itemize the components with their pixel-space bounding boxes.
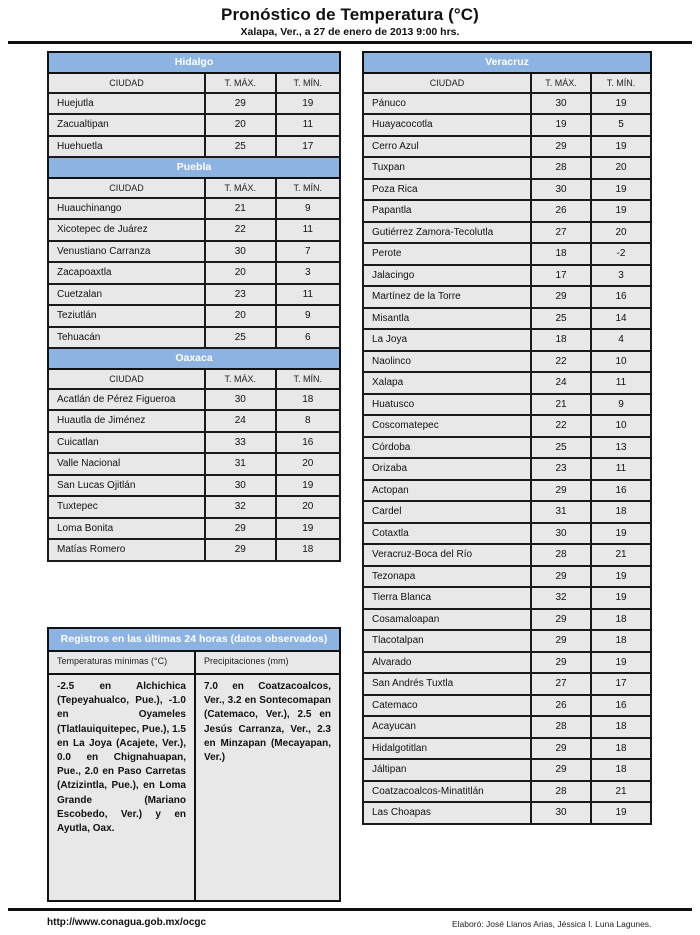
max-temp-cell: 22 <box>531 351 591 373</box>
table-row <box>363 695 651 717</box>
min-temp-cell: 9 <box>276 305 340 327</box>
min-temp-cell: 10 <box>591 351 651 373</box>
max-temp-cell: 29 <box>205 93 275 115</box>
region-header-oaxaca <box>48 348 340 369</box>
table-row <box>363 437 651 459</box>
table-row <box>48 389 340 411</box>
region-name: Puebla <box>48 157 340 178</box>
min-temp-cell: 19 <box>276 518 340 540</box>
max-temp-cell: 30 <box>205 475 275 497</box>
min-temp-cell: 21 <box>591 544 651 566</box>
min-temp-cell: 10 <box>591 415 651 437</box>
city-cell: Venustiano Carranza <box>48 241 205 263</box>
table-row <box>48 410 340 432</box>
precip-label: Precipitaciones (mm) <box>196 652 339 675</box>
column-header-row <box>48 178 340 198</box>
city-cell: Zacapoaxtla <box>48 262 205 284</box>
max-temp-cell: 20 <box>205 305 275 327</box>
max-temp-cell: 24 <box>531 372 591 394</box>
max-temp-cell: 28 <box>531 157 591 179</box>
table-row <box>363 286 651 308</box>
min-temp-cell: 19 <box>591 179 651 201</box>
city-cell: Tuxtepec <box>48 496 205 518</box>
city-cell: Xicotepec de Juárez <box>48 219 205 241</box>
min-temp-cell: 7 <box>276 241 340 263</box>
column-header-min: T. MÍN. <box>276 178 340 198</box>
min-temp-cell: 21 <box>591 781 651 803</box>
max-temp-cell: 31 <box>205 453 275 475</box>
min-temp-cell: 17 <box>591 673 651 695</box>
min-temp-cell: 19 <box>591 200 651 222</box>
city-cell: Cosamaloapan <box>363 609 531 631</box>
city-cell: Tezonapa <box>363 566 531 588</box>
city-cell: San Lucas Ojitlán <box>48 475 205 497</box>
table-row <box>48 198 340 220</box>
min-temp-cell: 19 <box>276 475 340 497</box>
column-header-row <box>48 369 340 389</box>
max-temp-cell: 25 <box>205 136 275 158</box>
min-temp-cell: 18 <box>591 738 651 760</box>
table-row <box>363 501 651 523</box>
column-header-row <box>48 73 340 93</box>
city-cell: Las Choapas <box>363 802 531 824</box>
max-temp-cell: 20 <box>205 114 275 136</box>
city-cell: Coatzacoalcos-Minatitlán <box>363 781 531 803</box>
max-temp-cell: 29 <box>531 630 591 652</box>
min-temp-cell: 18 <box>276 389 340 411</box>
min-temp-cell: 16 <box>591 286 651 308</box>
table-row <box>363 114 651 136</box>
max-temp-cell: 24 <box>205 410 275 432</box>
max-temp-cell: 29 <box>531 480 591 502</box>
table-row <box>48 432 340 454</box>
table-row <box>48 305 340 327</box>
table-row <box>48 496 340 518</box>
city-cell: Cardel <box>363 501 531 523</box>
min-temp-cell: 18 <box>591 630 651 652</box>
city-cell: Cerro Azul <box>363 136 531 158</box>
credits: Elaboró: José Llanos Arias, Jéssica I. Luna Lagunes. <box>452 919 652 929</box>
table-row <box>48 219 340 241</box>
page-subtitle: Xalapa, Ver., a 27 de enero de 2013 9:00 hrs. <box>240 26 460 38</box>
min-temp-cell: 17 <box>276 136 340 158</box>
table-row <box>363 157 651 179</box>
max-temp-cell: 27 <box>531 673 591 695</box>
city-cell: La Joya <box>363 329 531 351</box>
column-header-max: T. MÁX. <box>531 73 591 93</box>
min-temp-cell: 18 <box>591 501 651 523</box>
city-cell: Jalacingo <box>363 265 531 287</box>
city-cell: Gutiérrez Zamora-Tecolutla <box>363 222 531 244</box>
city-cell: Papantla <box>363 200 531 222</box>
table-row <box>363 759 651 781</box>
min-temp-cell: 3 <box>276 262 340 284</box>
min-temp-cell: 19 <box>276 93 340 115</box>
min-temp-cell: 20 <box>276 453 340 475</box>
table-row <box>363 738 651 760</box>
region-name: Veracruz <box>363 52 651 73</box>
table-row <box>363 652 651 674</box>
city-cell: Catemaco <box>363 695 531 717</box>
column-header-min: T. MÍN. <box>276 73 340 93</box>
table-row <box>363 480 651 502</box>
table-row <box>363 716 651 738</box>
table-row <box>363 351 651 373</box>
city-cell: Matías Romero <box>48 539 205 561</box>
max-temp-cell: 28 <box>531 781 591 803</box>
conagua-link[interactable]: http://www.conagua.gob.mx/ocgc <box>47 917 207 928</box>
table-row <box>363 93 651 115</box>
observed-records-title: Registros en las últimas 24 horas (datos observados) <box>49 629 339 652</box>
min-temp-cell: 19 <box>591 587 651 609</box>
city-cell: Perote <box>363 243 531 265</box>
city-cell: Teziutlán <box>48 305 205 327</box>
max-temp-cell: 29 <box>205 539 275 561</box>
max-temp-cell: 29 <box>531 566 591 588</box>
max-temp-cell: 18 <box>531 329 591 351</box>
city-cell: Huejutla <box>48 93 205 115</box>
max-temp-cell: 22 <box>205 219 275 241</box>
table-row <box>363 179 651 201</box>
min-temp-cell: 3 <box>591 265 651 287</box>
table-row <box>363 587 651 609</box>
min-temps-label: Temperaturas mínimas (°C) <box>49 652 194 675</box>
city-cell: Tierra Blanca <box>363 587 531 609</box>
page-title: Pronóstico de Temperatura (°C) <box>221 5 479 24</box>
min-temp-cell: 5 <box>591 114 651 136</box>
min-temp-cell: 20 <box>276 496 340 518</box>
column-header-row <box>363 73 651 93</box>
table-row <box>48 518 340 540</box>
table-row <box>363 394 651 416</box>
column-header-max: T. MÁX. <box>205 73 275 93</box>
max-temp-cell: 25 <box>531 437 591 459</box>
max-temp-cell: 26 <box>531 695 591 717</box>
precip-column <box>194 652 339 900</box>
min-temp-cell: 20 <box>591 222 651 244</box>
min-temps-text: -2.5 en Alchichica (Tepeyahualco, Pue.), -1.0 en Oyameles (Tlatlauiquitepec, Pue.), 1.5 en La Joya (Acajete, Ver.), 0.0 en Chignahuapan, Pue., 2.0 en Paso Carretas (Atzizintla, Pue.), en Loma Grande (Mariano Escobedo, Ver.) y en Ayutla, Oax. <box>57 681 186 835</box>
table-row <box>363 609 651 631</box>
city-cell: Orizaba <box>363 458 531 480</box>
min-temp-cell: 11 <box>591 458 651 480</box>
city-cell: Actopan <box>363 480 531 502</box>
table-row <box>363 265 651 287</box>
min-temp-cell: 20 <box>591 157 651 179</box>
city-cell: Huautla de Jiménez <box>48 410 205 432</box>
table-row <box>363 222 651 244</box>
table-row <box>363 200 651 222</box>
top-divider <box>8 41 692 44</box>
table-row <box>48 453 340 475</box>
table-row <box>363 458 651 480</box>
table-row <box>48 327 340 349</box>
table-row <box>48 93 340 115</box>
table-row <box>363 566 651 588</box>
table-row <box>363 308 651 330</box>
min-temp-cell: -2 <box>591 243 651 265</box>
city-cell: Tlacotalpan <box>363 630 531 652</box>
city-cell: Jáltipan <box>363 759 531 781</box>
region-header-hidalgo <box>48 52 340 73</box>
max-temp-cell: 30 <box>205 389 275 411</box>
min-temp-cell: 19 <box>591 652 651 674</box>
city-cell: Cotaxtla <box>363 523 531 545</box>
max-temp-cell: 20 <box>205 262 275 284</box>
max-temp-cell: 27 <box>531 222 591 244</box>
city-cell: Coscomatepec <box>363 415 531 437</box>
table-row <box>48 262 340 284</box>
min-temp-cell: 14 <box>591 308 651 330</box>
max-temp-cell: 32 <box>531 587 591 609</box>
max-temp-cell: 29 <box>531 286 591 308</box>
city-cell: Pánuco <box>363 93 531 115</box>
max-temp-cell: 28 <box>531 716 591 738</box>
max-temp-cell: 29 <box>205 518 275 540</box>
max-temp-cell: 31 <box>531 501 591 523</box>
city-cell: Huayacocotla <box>363 114 531 136</box>
region-name: Hidalgo <box>48 52 340 73</box>
city-cell: Naolinco <box>363 351 531 373</box>
min-temp-cell: 11 <box>276 219 340 241</box>
max-temp-cell: 29 <box>531 609 591 631</box>
city-cell: Xalapa <box>363 372 531 394</box>
min-temp-cell: 9 <box>276 198 340 220</box>
city-cell: Córdoba <box>363 437 531 459</box>
table-row <box>48 114 340 136</box>
city-cell: San Andrés Tuxtla <box>363 673 531 695</box>
table-row <box>363 630 651 652</box>
min-temp-cell: 16 <box>591 480 651 502</box>
column-header-max: T. MÁX. <box>205 178 275 198</box>
max-temp-cell: 22 <box>531 415 591 437</box>
table-row <box>363 523 651 545</box>
column-header-city: CIUDAD <box>48 369 205 389</box>
table-row <box>48 241 340 263</box>
table-row <box>363 329 651 351</box>
table-row <box>48 475 340 497</box>
max-temp-cell: 32 <box>205 496 275 518</box>
city-cell: Huauchinango <box>48 198 205 220</box>
veracruz-forecast-table <box>362 51 652 825</box>
column-header-city: CIUDAD <box>363 73 531 93</box>
max-temp-cell: 23 <box>205 284 275 306</box>
max-temp-cell: 28 <box>531 544 591 566</box>
city-cell: Cuetzalan <box>48 284 205 306</box>
city-cell: Huehuetla <box>48 136 205 158</box>
city-cell: Hidalgotitlan <box>363 738 531 760</box>
region-header-veracruz <box>363 52 651 73</box>
table-row <box>363 372 651 394</box>
min-temp-cell: 19 <box>591 93 651 115</box>
table-row <box>363 415 651 437</box>
table-row <box>48 539 340 561</box>
min-temp-cell: 4 <box>591 329 651 351</box>
bottom-divider <box>8 908 692 911</box>
column-header-city: CIUDAD <box>48 73 205 93</box>
min-temp-cell: 13 <box>591 437 651 459</box>
table-row <box>48 284 340 306</box>
min-temp-cell: 19 <box>591 136 651 158</box>
min-temp-cell: 16 <box>591 695 651 717</box>
max-temp-cell: 30 <box>531 523 591 545</box>
min-temp-cell: 11 <box>591 372 651 394</box>
city-cell: Acatlán de Pérez Figueroa <box>48 389 205 411</box>
city-cell: Misantla <box>363 308 531 330</box>
min-temp-cell: 19 <box>591 802 651 824</box>
table-row <box>363 544 651 566</box>
min-temp-cell: 18 <box>591 609 651 631</box>
max-temp-cell: 30 <box>531 179 591 201</box>
column-header-max: T. MÁX. <box>205 369 275 389</box>
max-temp-cell: 29 <box>531 738 591 760</box>
min-temp-cell: 6 <box>276 327 340 349</box>
precip-text: 7.0 en Coatzacoalcos, Ver., 3.2 en Sontecomapan (Catemaco, Ver.), 2.5 en Jesús Carranza, Ver., 2.3 en Minzapan (Mecayapan, Ver.) <box>204 681 331 764</box>
max-temp-cell: 25 <box>205 327 275 349</box>
min-temp-cell: 9 <box>591 394 651 416</box>
city-cell: Acayucan <box>363 716 531 738</box>
max-temp-cell: 23 <box>531 458 591 480</box>
table-row <box>363 243 651 265</box>
min-temp-cell: 8 <box>276 410 340 432</box>
table-row <box>48 136 340 158</box>
observed-records-panel <box>47 627 341 902</box>
max-temp-cell: 18 <box>531 243 591 265</box>
city-cell: Cuicatlan <box>48 432 205 454</box>
min-temp-cell: 16 <box>276 432 340 454</box>
max-temp-cell: 29 <box>531 136 591 158</box>
max-temp-cell: 26 <box>531 200 591 222</box>
max-temp-cell: 30 <box>531 802 591 824</box>
min-temp-cell: 18 <box>591 759 651 781</box>
min-temp-cell: 19 <box>591 523 651 545</box>
min-temp-cell: 11 <box>276 114 340 136</box>
table-row <box>363 673 651 695</box>
min-temp-cell: 11 <box>276 284 340 306</box>
city-cell: Poza Rica <box>363 179 531 201</box>
table-row <box>363 136 651 158</box>
city-cell: Zacualtipan <box>48 114 205 136</box>
max-temp-cell: 17 <box>531 265 591 287</box>
max-temp-cell: 29 <box>531 652 591 674</box>
max-temp-cell: 21 <box>531 394 591 416</box>
city-cell: Huatusco <box>363 394 531 416</box>
max-temp-cell: 21 <box>205 198 275 220</box>
column-header-min: T. MÍN. <box>591 73 651 93</box>
region-header-puebla <box>48 157 340 178</box>
column-header-city: CIUDAD <box>48 178 205 198</box>
min-temp-cell: 18 <box>276 539 340 561</box>
left-forecast-table <box>47 51 341 562</box>
max-temp-cell: 30 <box>531 93 591 115</box>
table-row <box>363 802 651 824</box>
city-cell: Veracruz-Boca del Río <box>363 544 531 566</box>
min-temps-column <box>49 652 194 900</box>
table-row <box>363 781 651 803</box>
max-temp-cell: 33 <box>205 432 275 454</box>
column-header-min: T. MÍN. <box>276 369 340 389</box>
max-temp-cell: 19 <box>531 114 591 136</box>
city-cell: Tehuacán <box>48 327 205 349</box>
region-name: Oaxaca <box>48 348 340 369</box>
max-temp-cell: 30 <box>205 241 275 263</box>
min-temp-cell: 19 <box>591 566 651 588</box>
max-temp-cell: 25 <box>531 308 591 330</box>
min-temp-cell: 18 <box>591 716 651 738</box>
city-cell: Tuxpan <box>363 157 531 179</box>
city-cell: Martínez de la Torre <box>363 286 531 308</box>
max-temp-cell: 29 <box>531 759 591 781</box>
city-cell: Loma Bonita <box>48 518 205 540</box>
city-cell: Alvarado <box>363 652 531 674</box>
city-cell: Valle Nacional <box>48 453 205 475</box>
